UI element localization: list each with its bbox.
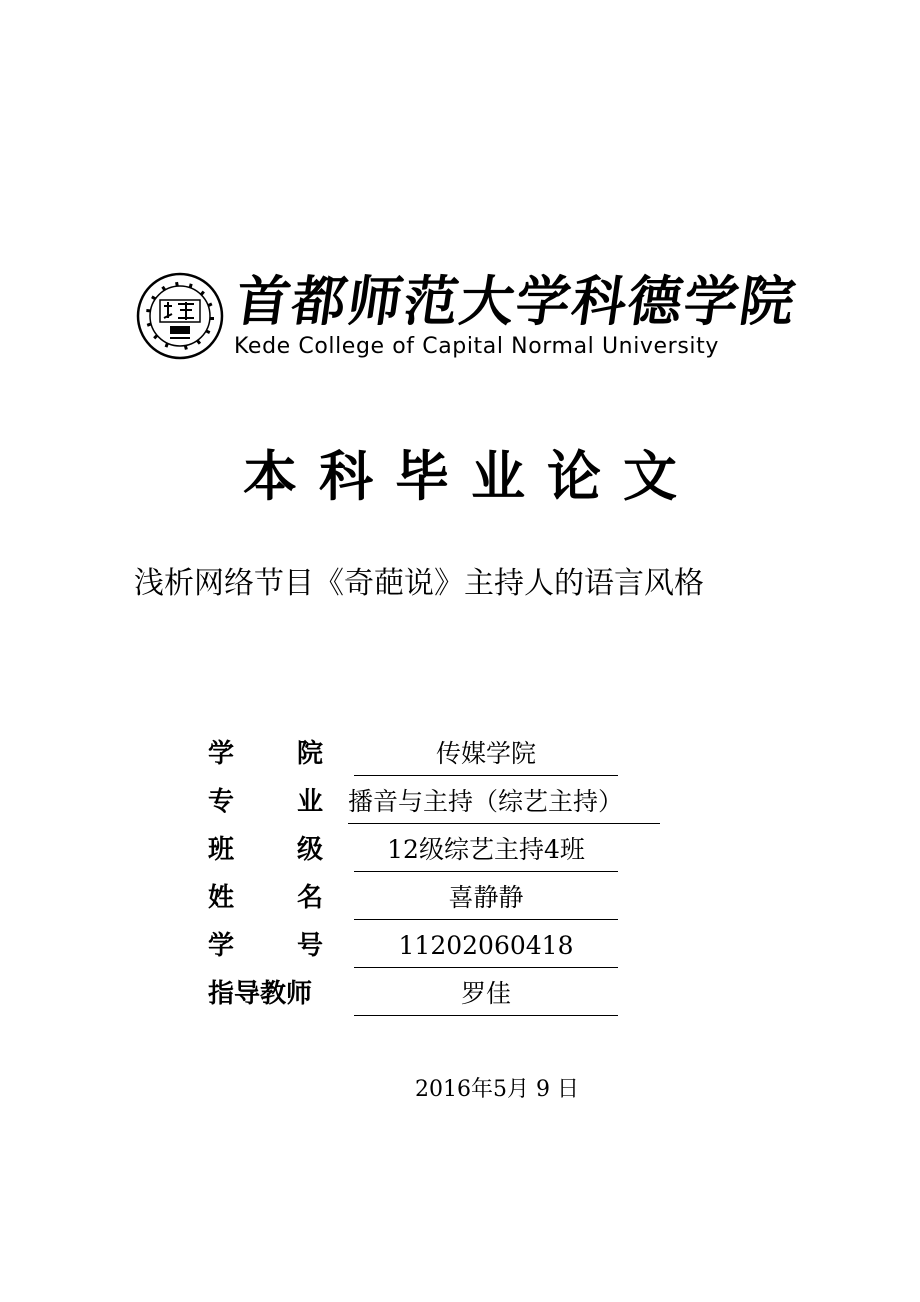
info-label-char: 学 xyxy=(208,739,235,769)
info-label xyxy=(208,830,323,870)
info-label xyxy=(208,734,323,774)
info-label-char: 专 xyxy=(208,787,235,817)
submission-date: 2016年5月 9 日 xyxy=(415,1077,579,1102)
underline xyxy=(354,967,618,968)
info-label-char: 名 xyxy=(296,883,323,913)
college-name-chinese: 首都师范大学科德学院 xyxy=(231,269,801,333)
underline xyxy=(354,775,618,776)
info-label-char: 级 xyxy=(296,835,323,865)
info-label xyxy=(208,926,323,966)
document-type-heading: 本科毕业论文 xyxy=(243,445,699,508)
info-value-advisor: 罗佳 xyxy=(460,979,511,1008)
info-value-major: 播音与主持（综艺主持） xyxy=(348,787,624,816)
info-label-char: 号 xyxy=(296,931,323,961)
underline xyxy=(354,919,618,920)
underline xyxy=(348,823,660,824)
college-seal-icon xyxy=(136,272,224,360)
info-value-name: 喜静静 xyxy=(448,883,524,912)
info-label-char: 姓 xyxy=(208,883,235,913)
thesis-title: 浅析网络节目《奇葩说》主持人的语言风格 xyxy=(134,566,704,601)
info-value-college: 传媒学院 xyxy=(435,739,536,768)
info-value-class: 12级综艺主持4班 xyxy=(387,835,585,864)
info-label-advisor: 指导教师 xyxy=(208,979,313,1009)
info-label xyxy=(208,782,323,822)
info-label-char: 业 xyxy=(296,787,323,817)
info-label xyxy=(208,878,323,918)
info-label-char: 学 xyxy=(208,931,235,961)
institution-logo xyxy=(136,270,826,362)
info-label-char: 院 xyxy=(296,739,323,769)
underline xyxy=(354,871,618,872)
underline xyxy=(354,1015,618,1016)
info-value-student-id: 11202060418 xyxy=(398,931,574,960)
info-label-char: 班 xyxy=(208,835,235,865)
college-name-english: Kede College of Capital Normal University xyxy=(234,334,719,359)
